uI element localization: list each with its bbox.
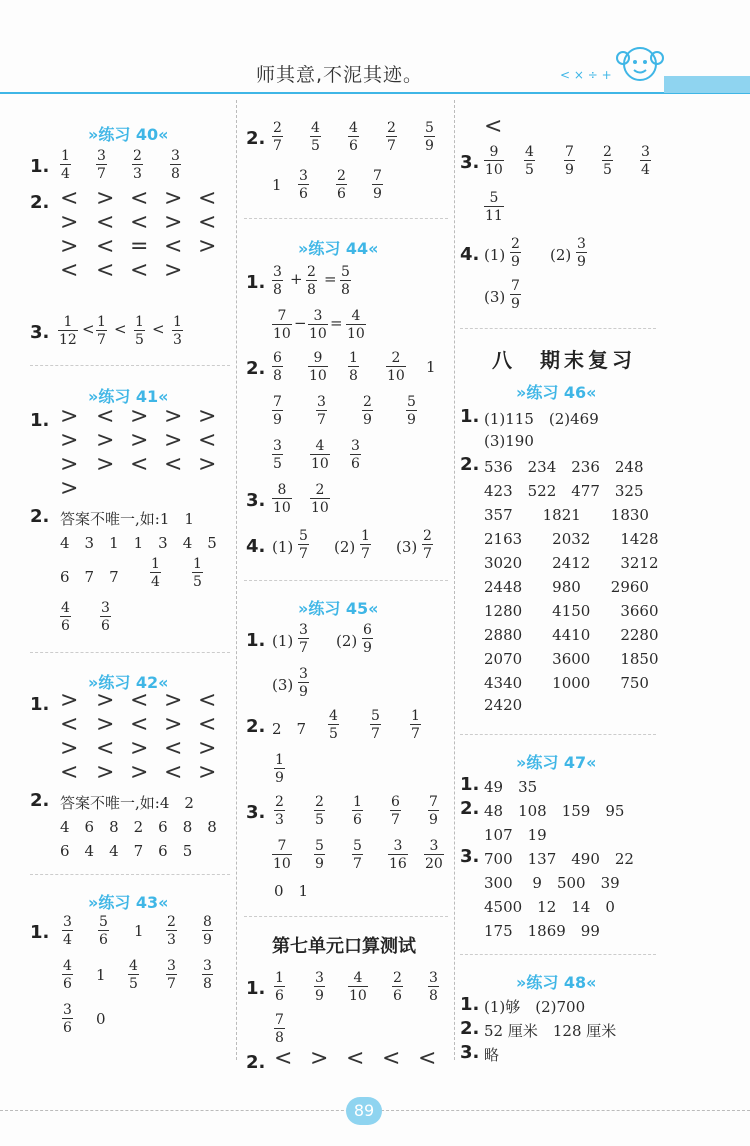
section-divider (244, 916, 448, 917)
fraction: 3 7 (299, 622, 308, 656)
compare-sign: < (198, 688, 217, 713)
fraction: 1 7 (361, 528, 370, 562)
less-than: < (114, 320, 127, 338)
fraction: 2 5 (603, 144, 612, 178)
sub-item-label: (1) (272, 632, 294, 650)
answer-line: 1280 4150 3660 (484, 602, 659, 620)
fraction: 2 9 (511, 236, 520, 270)
fraction: 2 6 (337, 168, 346, 202)
equals-sign: = (324, 270, 337, 288)
column-divider (454, 100, 455, 1060)
section-divider (30, 365, 230, 366)
fraction: 3 6 (63, 1002, 72, 1036)
compare-sign: > (198, 736, 217, 761)
compare-sign: > (96, 712, 115, 737)
item-number: 1. (246, 630, 266, 651)
fraction: 3 16 (389, 838, 407, 872)
answer-digits: 6 4 4 7 6 5 (60, 842, 193, 860)
compare-sign: < (130, 452, 149, 477)
answer-note: 答案不唯一,如:4 2 (60, 794, 194, 812)
answer-note: 答案不唯一,如:1 1 (60, 510, 194, 528)
answer-digits: 4 3 1 1 3 4 5 (60, 534, 217, 552)
fraction: 1 3 (173, 314, 182, 348)
sub-item-label: (2) (550, 246, 572, 264)
section-divider (460, 734, 656, 735)
compare-sign: > (130, 760, 149, 785)
fraction: 2 7 (423, 528, 432, 562)
fraction: 4 5 (129, 958, 138, 992)
item-number: 2. (246, 128, 266, 149)
fraction: 1 6 (353, 794, 362, 828)
section-divider (30, 874, 230, 875)
section-divider (244, 218, 448, 219)
answer-line: 2420 (484, 696, 523, 714)
compare-sign: < (418, 1046, 437, 1071)
fraction: 3 8 (429, 970, 438, 1004)
compare-sign: > (96, 688, 115, 713)
fraction: 4 6 (63, 958, 72, 992)
fraction: 1 12 (59, 314, 77, 348)
compare-sign: > (96, 428, 115, 453)
item-number: 1. (460, 994, 480, 1015)
fraction: 2 6 (393, 970, 402, 1004)
compare-sign: < (60, 760, 79, 785)
compare-sign: > (60, 452, 79, 477)
compare-sign: < (198, 210, 217, 235)
item-number: 2. (460, 798, 480, 819)
fraction: 1 6 (275, 970, 284, 1004)
fraction: 3 8 (273, 264, 282, 298)
item-number: 2. (246, 716, 266, 737)
compare-sign: > (198, 452, 217, 477)
compare-sign: = (130, 234, 149, 259)
compare-sign: < (96, 234, 115, 259)
item-number: 2. (246, 358, 266, 379)
fraction: 3 7 (97, 148, 106, 182)
fraction: 2 10 (311, 482, 329, 516)
fraction: 5 6 (99, 914, 108, 948)
minus-sign: − (294, 314, 307, 332)
section-practice-47: »练习 47« (516, 753, 597, 772)
compare-sign: > (164, 404, 183, 429)
compare-sign: > (60, 688, 79, 713)
compare-sign: < (60, 712, 79, 737)
less-than: < (82, 320, 95, 338)
compare-sign: > (164, 428, 183, 453)
fraction: 2 8 (307, 264, 316, 298)
compare-sign: < (164, 760, 183, 785)
compare-sign: < (130, 688, 149, 713)
item-number: 2. (246, 1052, 266, 1073)
fraction: 2 10 (387, 350, 405, 384)
fraction: 1 9 (275, 752, 284, 786)
fraction: 5 7 (299, 528, 308, 562)
fraction: 2 3 (275, 794, 284, 828)
equals-sign: = (330, 314, 343, 332)
column-divider (236, 100, 237, 1060)
section-divider (30, 652, 230, 653)
compare-sign: > (164, 210, 183, 235)
fraction: 4 10 (347, 308, 365, 342)
fraction: 3 6 (299, 168, 308, 202)
compare-sign: > (60, 428, 79, 453)
compare-sign: > (198, 234, 217, 259)
plus-sign: + (290, 270, 303, 288)
item-number: 2. (30, 790, 50, 811)
compare-sign: < (198, 428, 217, 453)
fraction: 1 5 (193, 556, 202, 590)
fraction: 2 3 (167, 914, 176, 948)
fraction: 1 5 (135, 314, 144, 348)
answer-line: 700 137 490 22 (484, 850, 634, 868)
compare-sign: < (96, 210, 115, 235)
compare-sign: > (60, 210, 79, 235)
item-number: 1. (460, 774, 480, 795)
sub-item-label: (3) (484, 288, 506, 306)
fraction: 3 8 (171, 148, 180, 182)
compare-sign: > (164, 712, 183, 737)
answer-line: 300 9 500 39 (484, 874, 620, 892)
header-rule (0, 92, 750, 94)
item-number: 1. (30, 410, 50, 431)
section-practice-46: »练习 46« (516, 383, 597, 402)
compare-sign: > (130, 428, 149, 453)
fraction: 4 5 (329, 708, 338, 742)
answer-digit: 1 (134, 922, 144, 940)
page-number: 89 (346, 1097, 382, 1125)
fraction: 9 10 (309, 350, 327, 384)
answer-digit: 1 (96, 966, 106, 984)
section-practice-42: »练习 42« (88, 673, 169, 692)
fraction: 3 7 (317, 394, 326, 428)
final-review-title: 八 期末复习 (492, 348, 636, 372)
monkey-mascot-icon (610, 40, 670, 90)
answer-line: 48 108 159 95 (484, 802, 625, 820)
fraction: 2 5 (315, 794, 324, 828)
answer-line: 49 35 (484, 778, 538, 796)
section-practice-48: »练习 48« (516, 973, 597, 992)
answer-digits: 0 1 (274, 882, 309, 900)
item-number: 2. (30, 192, 50, 213)
answer-digit: 0 (96, 1010, 106, 1028)
answer-line: 2880 4410 2280 (484, 626, 659, 644)
compare-sign: < (96, 258, 115, 283)
item-number: 2. (460, 1018, 480, 1039)
fraction: 3 5 (273, 438, 282, 472)
compare-sign: < (130, 258, 149, 283)
fraction: 5 7 (371, 708, 380, 742)
answer-line: 175 1869 99 (484, 922, 600, 940)
fraction: 3 9 (299, 666, 308, 700)
answer-line: 107 19 (484, 826, 547, 844)
operator-symbols: < × ÷ + (560, 68, 612, 82)
answer-line: 536 234 236 248 (484, 458, 644, 476)
compare-sign: > (96, 760, 115, 785)
compare-sign: < (274, 1046, 293, 1071)
fraction: 3 20 (425, 838, 443, 872)
section-practice-44: »练习 44« (298, 239, 379, 258)
fraction: 7 9 (511, 278, 520, 312)
answer-digit: 1 (426, 358, 436, 376)
item-number: 1. (30, 694, 50, 715)
fraction: 6 9 (363, 622, 372, 656)
compare-sign: < (130, 210, 149, 235)
fraction: 4 5 (311, 120, 320, 154)
fraction: 7 9 (373, 168, 382, 202)
section-practice-45: »练习 45« (298, 599, 379, 618)
compare-sign: < (96, 736, 115, 761)
compare-sign: > (60, 476, 79, 501)
answer-line: (1)115 (2)469 (484, 410, 599, 428)
unit-7-test-title: 第七单元口算测试 (272, 936, 416, 957)
fraction: 7 9 (429, 794, 438, 828)
fraction: 5 9 (425, 120, 434, 154)
compare-sign: > (130, 404, 149, 429)
fraction: 5 9 (315, 838, 324, 872)
fraction: 5 9 (407, 394, 416, 428)
fraction: 3 7 (167, 958, 176, 992)
compare-sign: < (164, 736, 183, 761)
answer-line: 2070 3600 1850 (484, 650, 659, 668)
compare-sign: < (484, 114, 503, 139)
sub-item-label: (1) (272, 538, 294, 556)
fraction: 7 9 (273, 394, 282, 428)
fraction: 1 7 (97, 314, 106, 348)
fraction: 5 8 (341, 264, 350, 298)
header-tab (664, 76, 750, 93)
sub-item-label: (3) (396, 538, 418, 556)
fraction: 2 7 (273, 120, 282, 154)
compare-sign: > (60, 234, 79, 259)
item-number: 3. (246, 490, 266, 511)
fraction: 1 4 (151, 556, 160, 590)
compare-sign: > (96, 452, 115, 477)
compare-sign: < (164, 234, 183, 259)
fraction: 8 9 (203, 914, 212, 948)
item-number: 1. (246, 978, 266, 999)
compare-sign: > (130, 736, 149, 761)
fraction: 4 10 (311, 438, 329, 472)
sub-item-label: (3) (272, 676, 294, 694)
fraction: 7 10 (273, 838, 291, 872)
page-motto: 师其意,不泥其迹。 (256, 64, 424, 86)
item-number: 1. (30, 156, 50, 177)
answer-line: 2163 2032 1428 (484, 530, 659, 548)
answer-digits: 6 7 7 (60, 568, 119, 586)
item-number: 2. (460, 454, 480, 475)
fraction: 7 8 (275, 1012, 284, 1046)
item-number: 3. (460, 1042, 480, 1063)
fraction: 4 10 (349, 970, 367, 1004)
item-number: 3. (30, 322, 50, 343)
answer-line: 423 522 477 325 (484, 482, 644, 500)
answer-digits: 2 7 (272, 720, 307, 738)
answer-line: 4340 1000 750 (484, 674, 649, 692)
section-divider (244, 580, 448, 581)
fraction: 6 8 (273, 350, 282, 384)
answer-digits: 4 6 8 2 6 8 8 (60, 818, 217, 836)
fraction: 1 8 (349, 350, 358, 384)
compare-sign: > (198, 404, 217, 429)
fraction: 9 10 (485, 144, 503, 178)
compare-sign: < (60, 186, 79, 211)
fraction: 2 7 (387, 120, 396, 154)
section-practice-40: »练习 40« (88, 125, 169, 144)
item-number: 3. (246, 802, 266, 823)
fraction: 3 10 (309, 308, 327, 342)
answer-digit: 1 (272, 176, 282, 194)
answer-line: 2448 980 2960 (484, 578, 649, 596)
compare-sign: < (96, 404, 115, 429)
sub-item-label: (2) (336, 632, 358, 650)
answer-line: 52 厘米 128 厘米 (484, 1022, 617, 1040)
item-number: 4. (246, 536, 266, 557)
compare-sign: < (130, 712, 149, 737)
answer-line: (1)够 (2)700 (484, 998, 586, 1016)
fraction: 3 9 (315, 970, 324, 1004)
item-number: 4. (460, 244, 480, 265)
fraction: 3 4 (63, 914, 72, 948)
fraction: 7 10 (273, 308, 291, 342)
fraction: 5 11 (485, 190, 503, 224)
compare-sign: > (198, 760, 217, 785)
fraction: 1 7 (411, 708, 420, 742)
fraction: 4 5 (525, 144, 534, 178)
fraction: 7 9 (565, 144, 574, 178)
compare-sign: < (130, 186, 149, 211)
item-number: 3. (460, 152, 480, 173)
compare-sign: > (60, 736, 79, 761)
fraction: 5 7 (353, 838, 362, 872)
item-number: 1. (460, 406, 480, 427)
less-than: < (152, 320, 165, 338)
item-number: 2. (30, 506, 50, 527)
compare-sign: > (310, 1046, 329, 1071)
compare-sign: > (60, 404, 79, 429)
answer-line: 略 (484, 1046, 500, 1064)
fraction: 3 6 (351, 438, 360, 472)
compare-sign: < (382, 1046, 401, 1071)
answer-line: 357 1821 1830 (484, 506, 649, 524)
item-number: 1. (246, 272, 266, 293)
compare-sign: > (96, 186, 115, 211)
section-divider (460, 328, 656, 329)
section-practice-43: »练习 43« (88, 893, 169, 912)
fraction: 3 8 (203, 958, 212, 992)
fraction: 3 6 (101, 600, 110, 634)
fraction: 2 3 (133, 148, 142, 182)
fraction: 3 4 (641, 144, 650, 178)
fraction: 4 6 (61, 600, 70, 634)
compare-sign: < (346, 1046, 365, 1071)
answer-line: 4500 12 14 0 (484, 898, 615, 916)
fraction: 4 6 (349, 120, 358, 154)
compare-sign: < (198, 712, 217, 737)
sub-item-label: (1) (484, 246, 506, 264)
compare-sign: < (198, 186, 217, 211)
answer-line: (3)190 (484, 432, 534, 450)
answer-line: 3020 2412 3212 (484, 554, 659, 572)
compare-sign: > (164, 186, 183, 211)
fraction: 1 4 (61, 148, 70, 182)
fraction: 2 9 (363, 394, 372, 428)
fraction: 6 7 (391, 794, 400, 828)
compare-sign: > (164, 688, 183, 713)
compare-sign: > (164, 258, 183, 283)
section-divider (460, 954, 656, 955)
sub-item-label: (2) (334, 538, 356, 556)
item-number: 3. (460, 846, 480, 867)
fraction: 3 9 (577, 236, 586, 270)
compare-sign: < (60, 258, 79, 283)
item-number: 1. (30, 922, 50, 943)
fraction: 8 10 (273, 482, 291, 516)
section-practice-41: »练习 41« (88, 387, 169, 406)
compare-sign: < (164, 452, 183, 477)
